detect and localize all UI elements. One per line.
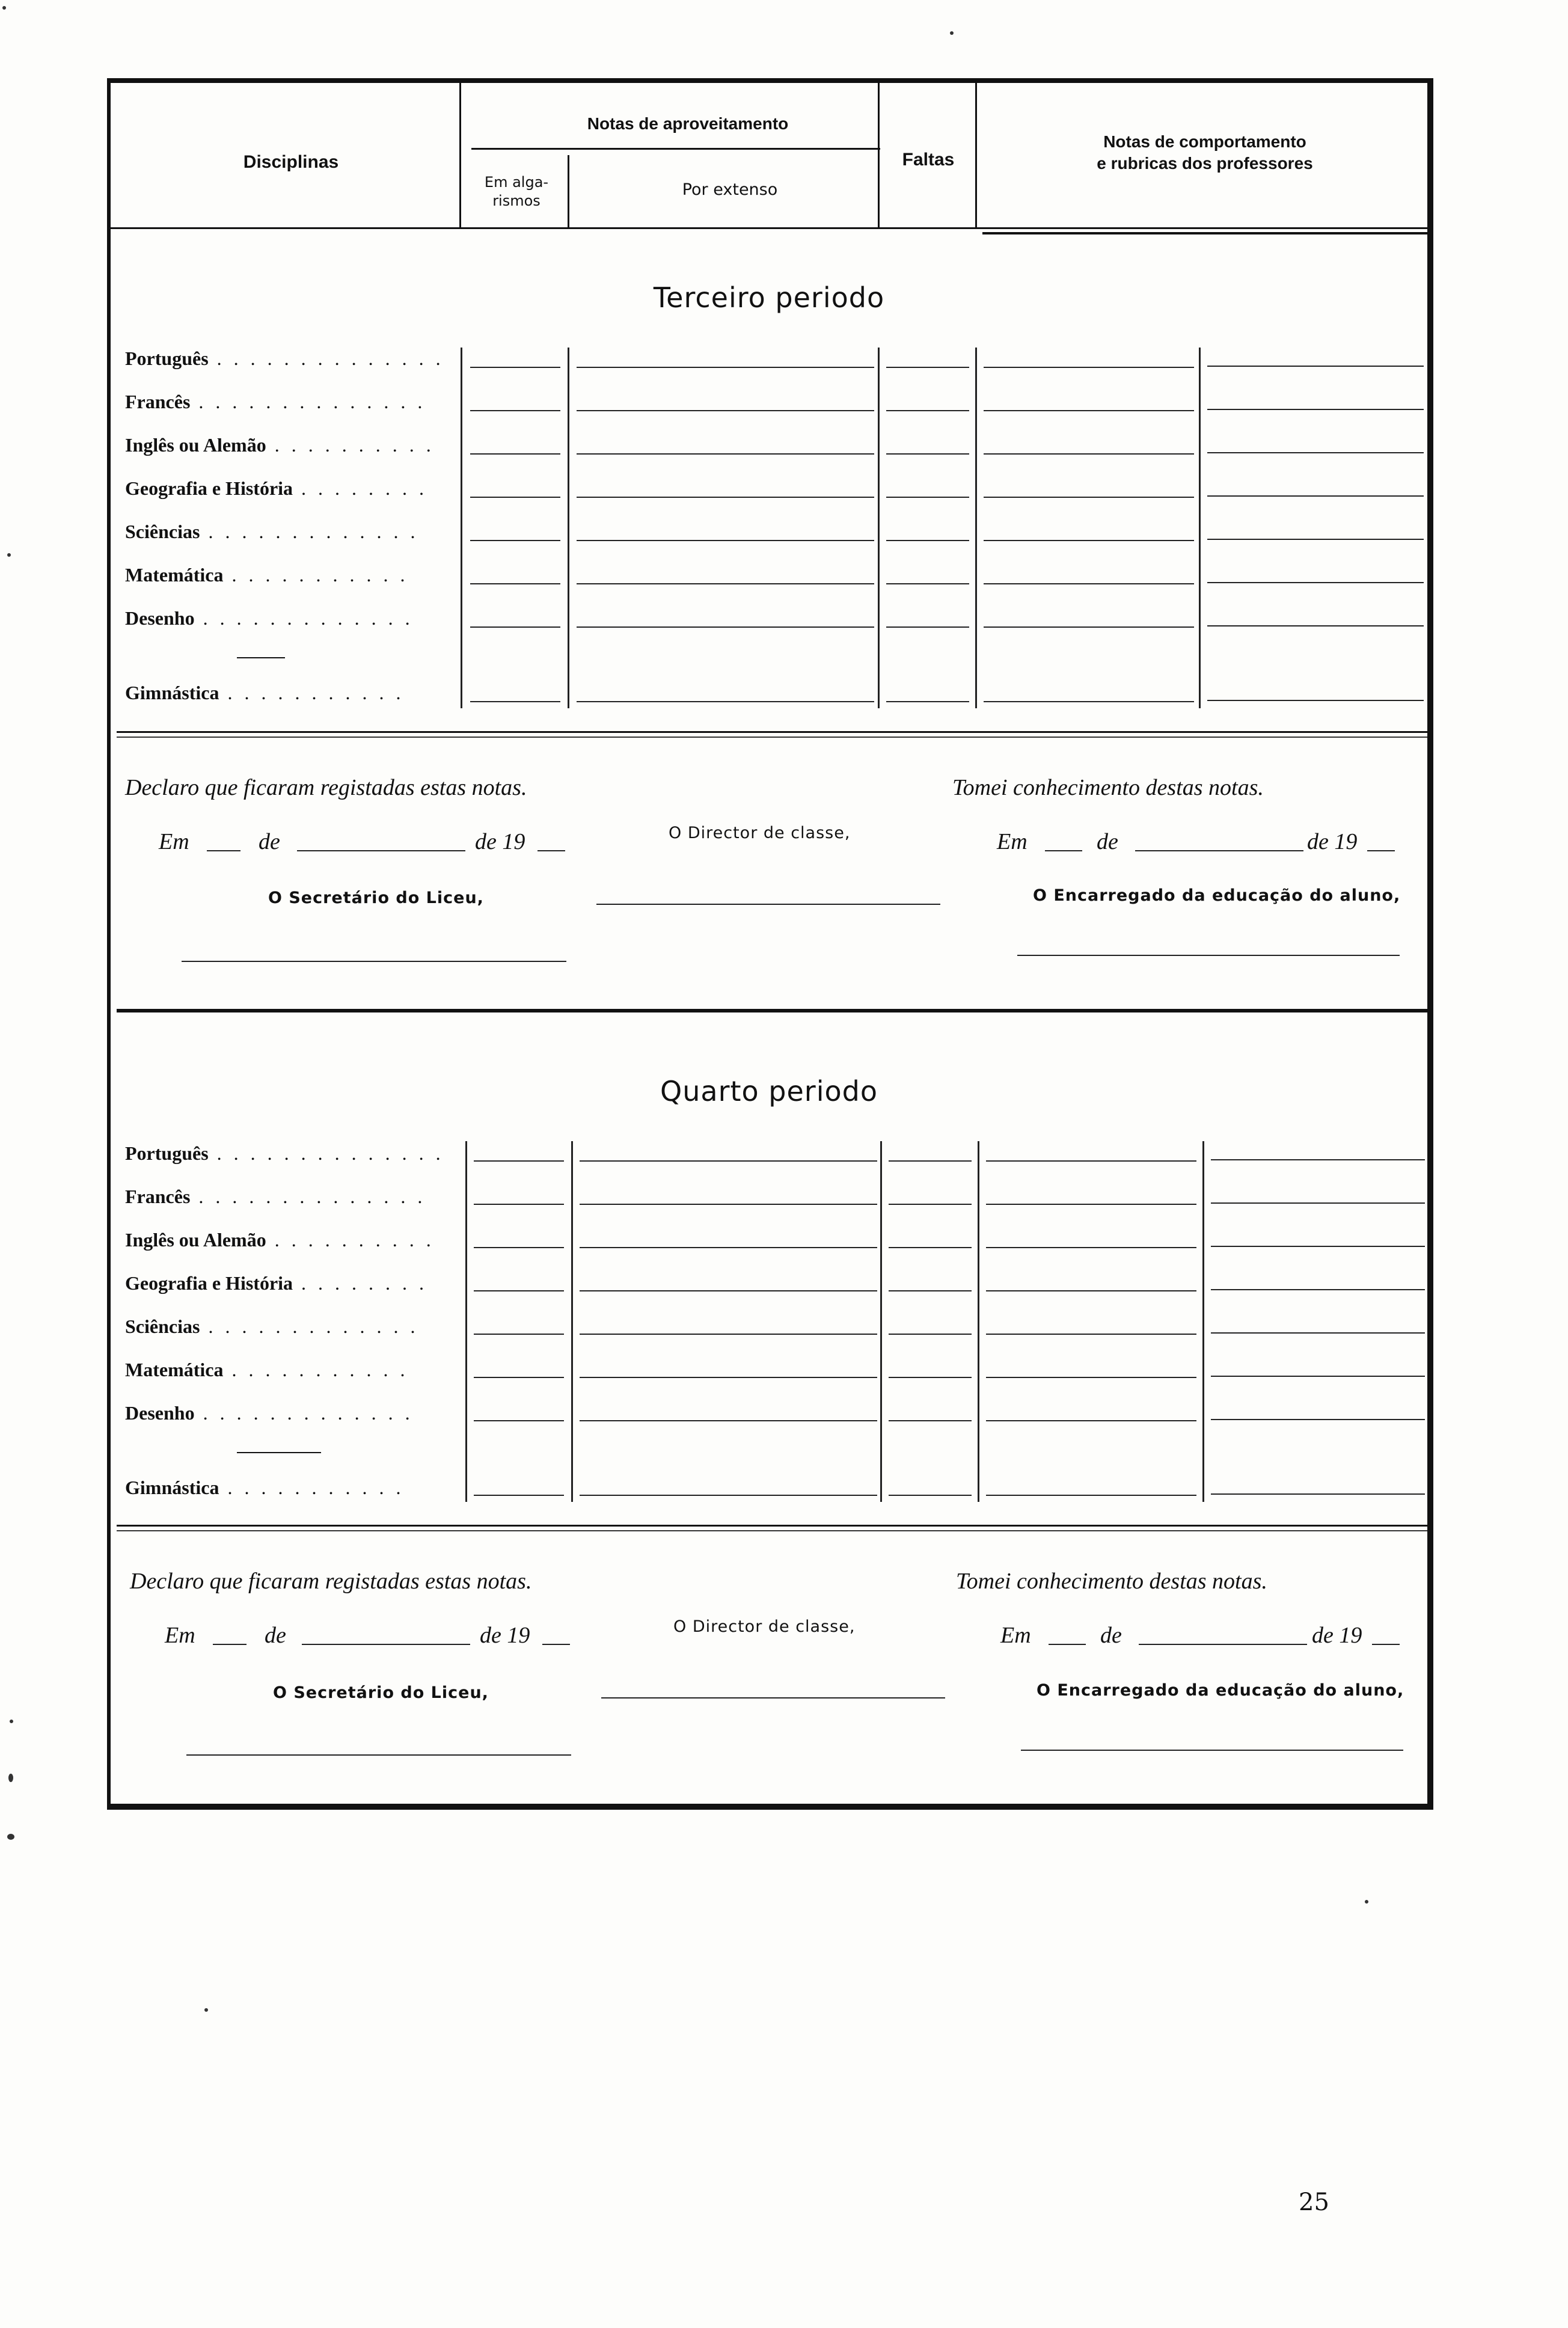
subject-row: Matemática . . . . . . . . . . .	[125, 1359, 409, 1380]
director-label: O Director de classe,	[673, 1617, 856, 1636]
subject-row: Desenho . . . . . . . . . . . . .	[125, 1402, 414, 1424]
page-number: 25	[1299, 2189, 1329, 2216]
tomei-text: Tomei conhecimento destas notas.	[952, 775, 1264, 800]
subject-row: Português . . . . . . . . . . . . . .	[125, 348, 444, 369]
subject-row: Francês . . . . . . . . . . . . . .	[125, 1186, 426, 1207]
subject-row: Sciências . . . . . . . . . . . . .	[125, 1316, 419, 1337]
director-label: O Director de classe,	[669, 824, 851, 842]
header-comportamento: Notas de comportamento e rubricas dos professores	[1097, 132, 1313, 173]
subject-row: Sciências . . . . . . . . . . . . .	[125, 521, 419, 542]
report-form-frame	[107, 78, 1433, 1810]
subject-row: Inglês ou Alemão . . . . . . . . . .	[125, 1229, 435, 1251]
period-title: Terceiro periodo	[653, 281, 885, 314]
secretario-label: O Secretário do Liceu,	[268, 889, 484, 907]
declaro-text: Declaro que ficaram registadas estas notas.	[125, 775, 527, 800]
header-por-extenso: Por extenso	[682, 180, 778, 199]
subject-row: Geografia e História . . . . . . . .	[125, 477, 428, 499]
de-label: de	[259, 829, 280, 854]
em-label: Em	[1000, 1623, 1031, 1648]
header-notas-aproveitamento: Notas de aproveitamento	[587, 114, 789, 133]
de-label: de	[265, 1623, 286, 1648]
subject-row: Inglês ou Alemão . . . . . . . . . .	[125, 434, 435, 456]
period-quarto	[111, 877, 1427, 1815]
header-faltas: Faltas	[902, 150, 955, 170]
declaro-text: Declaro que ficaram registadas estas notas.	[130, 1569, 532, 1594]
subject-row: Desenho . . . . . . . . . . . . .	[125, 607, 414, 629]
em-label: Em	[159, 829, 189, 854]
de-label: de	[1100, 1623, 1122, 1648]
header-em-algarismos: Em alga- rismos	[484, 174, 549, 210]
de-label: de	[1097, 829, 1118, 854]
tomei-text: Tomei conhecimento destas notas.	[956, 1569, 1267, 1594]
em-label: Em	[997, 829, 1027, 854]
em-label: Em	[165, 1623, 195, 1648]
de-19-label: de 19	[475, 829, 525, 854]
subject-row: Francês . . . . . . . . . . . . . .	[125, 391, 426, 412]
de-19-label: de 19	[1307, 829, 1358, 854]
subject-row: Gimnástica . . . . . . . . . . .	[125, 1477, 405, 1498]
de-19-label: de 19	[480, 1623, 530, 1648]
subject-row: Português . . . . . . . . . . . . . .	[125, 1142, 444, 1164]
header-disciplinas: Disciplinas	[243, 152, 339, 172]
subject-row: Geografia e História . . . . . . . .	[125, 1272, 428, 1294]
de-19-label: de 19	[1312, 1623, 1362, 1648]
period-title: Quarto periodo	[660, 1075, 878, 1107]
subject-row: Matemática . . . . . . . . . . .	[125, 564, 409, 586]
encarregado-label: O Encarregado da educação do aluno,	[1037, 1681, 1404, 1700]
subject-row: Gimnástica . . . . . . . . . . .	[125, 682, 405, 703]
encarregado-label: O Encarregado da educação do aluno,	[1033, 886, 1401, 905]
secretario-label: O Secretário do Liceu,	[273, 1683, 489, 1702]
